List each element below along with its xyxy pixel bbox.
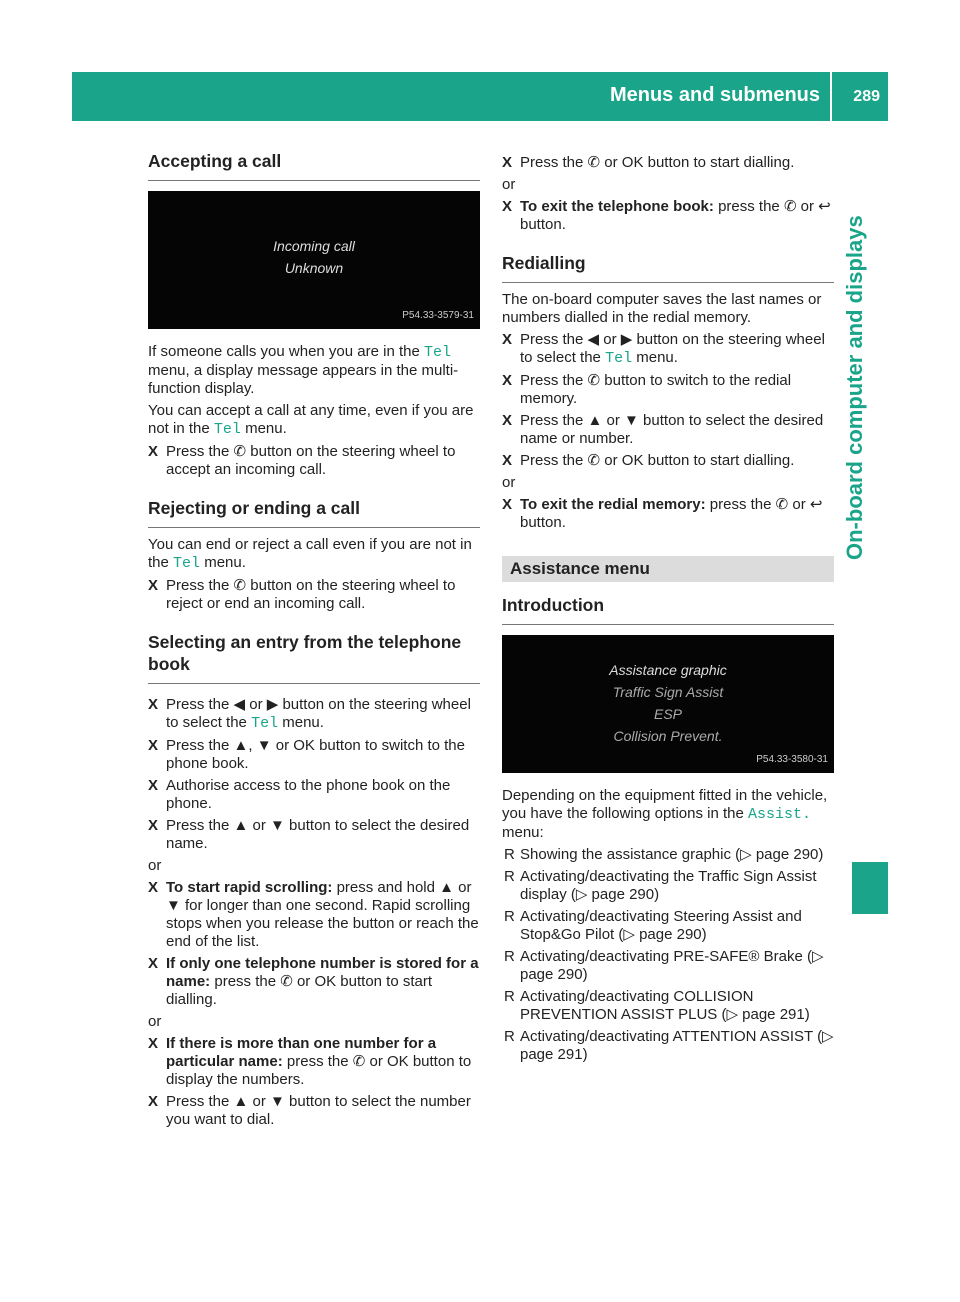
instruction-step: X To exit the telephone book: press the ✆ or ↩ button. bbox=[502, 198, 831, 233]
instruction-step: X Press the ▲ or ▼ button to select the number you want to dial. bbox=[148, 1093, 471, 1128]
instruction-step: X To exit the redial memory: press the ✆ or ↩ button. bbox=[502, 496, 823, 531]
chapter-tab-label: On-board computer and displays bbox=[842, 215, 867, 560]
bullet-item: R Activating/deactivating the Traffic Sign Assist display (▷ page 290) bbox=[504, 868, 817, 903]
paragraph: Depending on the equipment fitted in the vehicle, you have the following options in the Assist. menu: bbox=[502, 787, 828, 841]
instruction-step: X To start rapid scrolling: press and hold ▲ or ▼ for longer than one second. Rapid scrolling stops when you release the button or reach the end of the list. bbox=[148, 879, 479, 950]
instruction-step: X Press the ▲ or ▼ button to select the desired name. bbox=[148, 817, 470, 852]
chapter-tab-marker bbox=[852, 862, 888, 914]
instruction-step: X Press the ✆ button on the steering wheel to accept an incoming call. bbox=[148, 443, 456, 478]
instruction-step: X Press the ✆ or OK button to start dialling. bbox=[502, 154, 795, 171]
image-text: Unknown bbox=[284, 260, 344, 276]
display-image-incoming-call bbox=[148, 191, 480, 329]
image-text: Collision Prevent. bbox=[613, 728, 723, 744]
display-image-assistance-menu bbox=[502, 635, 834, 773]
heading-assistance-menu: Assistance menu bbox=[502, 556, 834, 582]
instruction-step: X Press the ▲, ▼ or OK button to switch to the phone book. bbox=[148, 737, 465, 772]
page-header bbox=[72, 72, 888, 121]
instruction-step: X Press the ✆ button on the steering wheel to reject or end an incoming call. bbox=[148, 577, 456, 612]
instruction-step: X Press the ✆ button to switch to the redial memory. bbox=[502, 372, 792, 407]
image-text: Assistance graphic bbox=[609, 662, 727, 678]
instruction-step: X If there is more than one number for a particular name: press the ✆ or OK button to display the numbers. bbox=[148, 1035, 472, 1088]
heading-selecting-entry: Selecting an entry from the telephone book bbox=[148, 631, 480, 684]
instruction-step: X Press the ✆ or OK button to start dialling. bbox=[502, 452, 795, 469]
heading-rejecting-call: Rejecting or ending a call bbox=[148, 497, 480, 528]
bullet-item: R Showing the assistance graphic (▷ page 290) bbox=[504, 846, 824, 863]
image-text: ESP bbox=[653, 706, 682, 722]
bullet-list bbox=[502, 846, 834, 1064]
image-reference: P54.33-3579-31 bbox=[402, 310, 474, 321]
left-column bbox=[148, 150, 480, 1133]
or-text: or bbox=[148, 857, 162, 874]
instruction-step: X If only one telephone number is stored for a name: press the ✆ or OK button to start dialling. bbox=[148, 955, 479, 1008]
instruction-step: X Press the ◀ or ▶ button on the steering wheel to select the Tel menu. bbox=[502, 331, 825, 367]
instruction-step: X Authorise access to the phone book on the phone. bbox=[148, 777, 451, 812]
paragraph: If someone calls you when you are in the Tel menu, a display message appears in the multi-function display. bbox=[148, 343, 459, 397]
bullet-item: R Activating/deactivating PRE-SAFE® Brake (▷ page 290) bbox=[504, 948, 824, 983]
heading-introduction: Introduction bbox=[502, 594, 834, 625]
bullet-item: R Activating/deactivating ATTENTION ASSIST (▷ page 291) bbox=[504, 1028, 834, 1063]
page-number: 289 bbox=[853, 88, 880, 105]
heading-accepting-call: Accepting a call bbox=[148, 150, 480, 181]
or-text: or bbox=[502, 474, 516, 491]
image-text: Traffic Sign Assist bbox=[612, 684, 724, 700]
image-reference: P54.33-3580-31 bbox=[756, 754, 828, 765]
instruction-step: X Press the ▲ or ▼ button to select the desired name or number. bbox=[502, 412, 824, 447]
image-text: Incoming call bbox=[273, 238, 355, 254]
paragraph: The on-board computer saves the last names or numbers dialled in the redial memory. bbox=[502, 291, 822, 326]
heading-redialling: Redialling bbox=[502, 252, 834, 283]
instruction-step: X Press the ◀ or ▶ button on the steering wheel to select the Tel menu. bbox=[148, 696, 471, 732]
paragraph: You can end or reject a call even if you are not in the Tel menu. bbox=[148, 536, 472, 572]
bullet-item: R Activating/deactivating Steering Assist and Stop&Go Pilot (▷ page 290) bbox=[504, 908, 802, 943]
section-title: Menus and submenus bbox=[609, 84, 820, 106]
paragraph: You can accept a call at any time, even if you are not in the Tel menu. bbox=[148, 402, 474, 438]
right-column bbox=[502, 150, 834, 1068]
bullet-item: R Activating/deactivating COLLISION PREVENTION ASSIST PLUS (▷ page 291) bbox=[504, 988, 810, 1023]
or-text: or bbox=[502, 176, 516, 193]
or-text: or bbox=[148, 1013, 162, 1030]
header-divider bbox=[830, 72, 832, 121]
